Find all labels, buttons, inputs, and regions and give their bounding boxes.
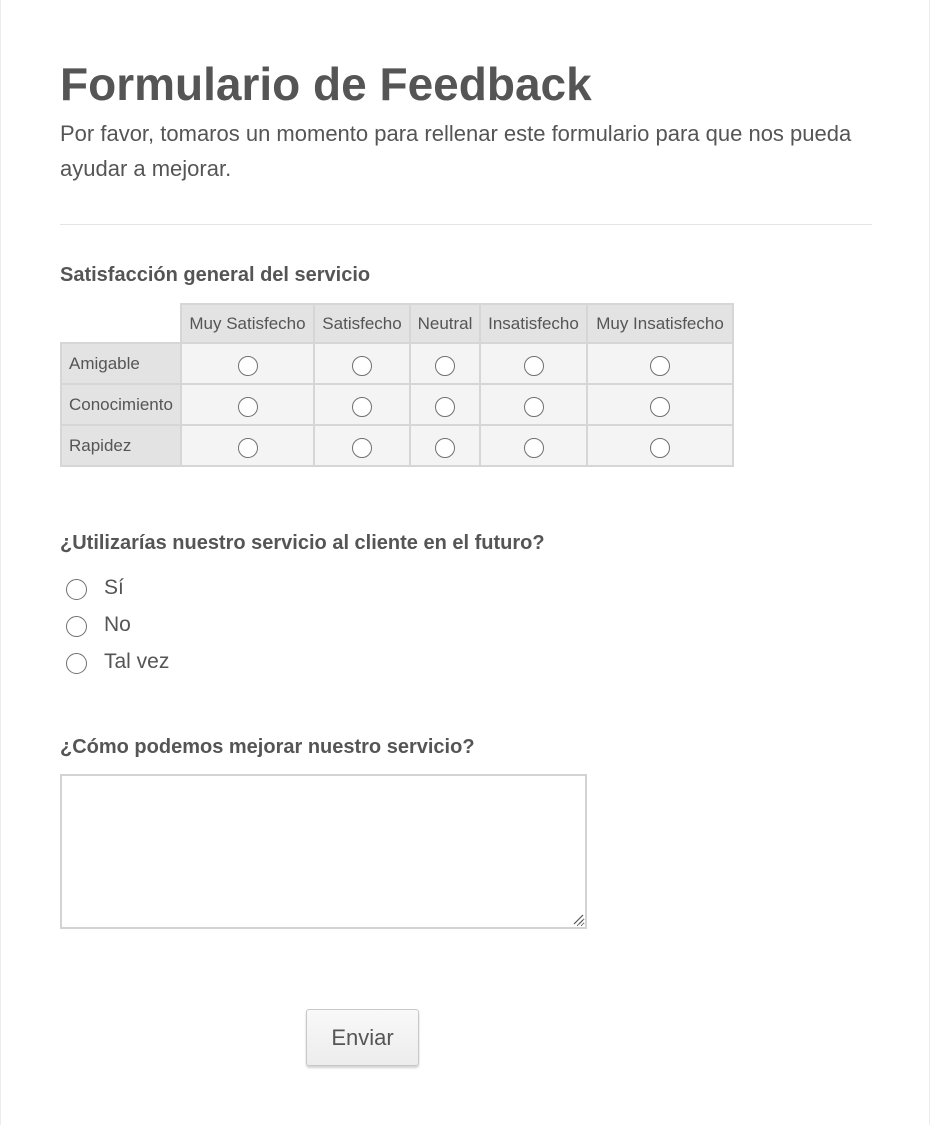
matrix-cell: [314, 425, 410, 466]
option-no[interactable]: [66, 606, 169, 643]
conocimiento-satisfecho-radio[interactable]: [352, 397, 372, 417]
matrix-cell: [314, 343, 410, 384]
conocimiento-muy-insatisfecho-radio[interactable]: [650, 397, 670, 417]
satisfaction-matrix: [60, 303, 734, 467]
rapidez-satisfecho-radio[interactable]: [352, 438, 372, 458]
option-tal-vez-label: Tal vez: [104, 649, 170, 673]
matrix-col-muy-satisfecho: Muy Satisfecho: [181, 304, 314, 343]
rapidez-neutral-radio[interactable]: [435, 438, 455, 458]
matrix-col-insatisfecho: Insatisfecho: [480, 304, 587, 343]
option-si-label: Sí: [104, 575, 124, 599]
rapidez-muy-satisfecho-radio[interactable]: [238, 438, 258, 458]
amigable-muy-insatisfecho-radio[interactable]: [650, 356, 670, 376]
matrix-cell: [410, 425, 480, 466]
matrix-cell: [480, 425, 587, 466]
matrix-row-amigable: [61, 343, 733, 384]
improve-question-label: ¿Cómo podemos mejorar nuestro servicio?: [60, 736, 475, 758]
matrix-row-label: Conocimiento: [61, 384, 181, 425]
matrix-cell: [587, 343, 733, 384]
matrix-cell: [410, 343, 480, 384]
amigable-neutral-radio[interactable]: [435, 356, 455, 376]
matrix-cell: [314, 384, 410, 425]
matrix-cell: [181, 343, 314, 384]
matrix-row-label: Amigable: [61, 343, 181, 384]
matrix-col-muy-insatisfecho: Muy Insatisfecho: [587, 304, 733, 343]
page-title: Formulario de Feedback: [60, 58, 592, 110]
conocimiento-insatisfecho-radio[interactable]: [524, 397, 544, 417]
option-si-radio[interactable]: [66, 579, 87, 600]
matrix-cell: [181, 384, 314, 425]
future-use-options: [66, 569, 169, 680]
matrix-cell: [480, 384, 587, 425]
matrix-cell: [480, 343, 587, 384]
matrix-header-row: [61, 304, 733, 343]
matrix-cell: [181, 425, 314, 466]
conocimiento-neutral-radio[interactable]: [435, 397, 455, 417]
matrix-col-neutral: Neutral: [410, 304, 480, 343]
submit-button[interactable]: Enviar: [306, 1009, 419, 1066]
option-si[interactable]: [66, 569, 169, 606]
matrix-row-label: Rapidez: [61, 425, 181, 466]
future-use-question-label: ¿Utilizarías nuestro servicio al cliente en el futuro?: [60, 532, 545, 554]
amigable-insatisfecho-radio[interactable]: [524, 356, 544, 376]
conocimiento-muy-satisfecho-radio[interactable]: [238, 397, 258, 417]
satisfaction-question-label: Satisfacción general del servicio: [60, 264, 371, 286]
rapidez-muy-insatisfecho-radio[interactable]: [650, 438, 670, 458]
option-tal-vez[interactable]: [66, 643, 169, 680]
matrix-col-satisfecho: Satisfecho: [314, 304, 410, 343]
matrix-cell: [587, 384, 733, 425]
header-divider: [60, 224, 872, 225]
option-no-radio[interactable]: [66, 616, 87, 637]
matrix-cell: [587, 425, 733, 466]
matrix-cell: [410, 384, 480, 425]
option-no-label: No: [104, 612, 131, 636]
page-subtitle: Por favor, tomaros un momento para rellenar este formulario para que nos pueda ayudar a mejorar.: [60, 121, 852, 181]
improve-textarea[interactable]: [60, 774, 587, 929]
matrix-row-conocimiento: [61, 384, 733, 425]
rapidez-insatisfecho-radio[interactable]: [524, 438, 544, 458]
matrix-corner: [61, 304, 181, 343]
matrix-row-rapidez: [61, 425, 733, 466]
amigable-satisfecho-radio[interactable]: [352, 356, 372, 376]
amigable-muy-satisfecho-radio[interactable]: [238, 356, 258, 376]
option-tal-vez-radio[interactable]: [66, 653, 87, 674]
